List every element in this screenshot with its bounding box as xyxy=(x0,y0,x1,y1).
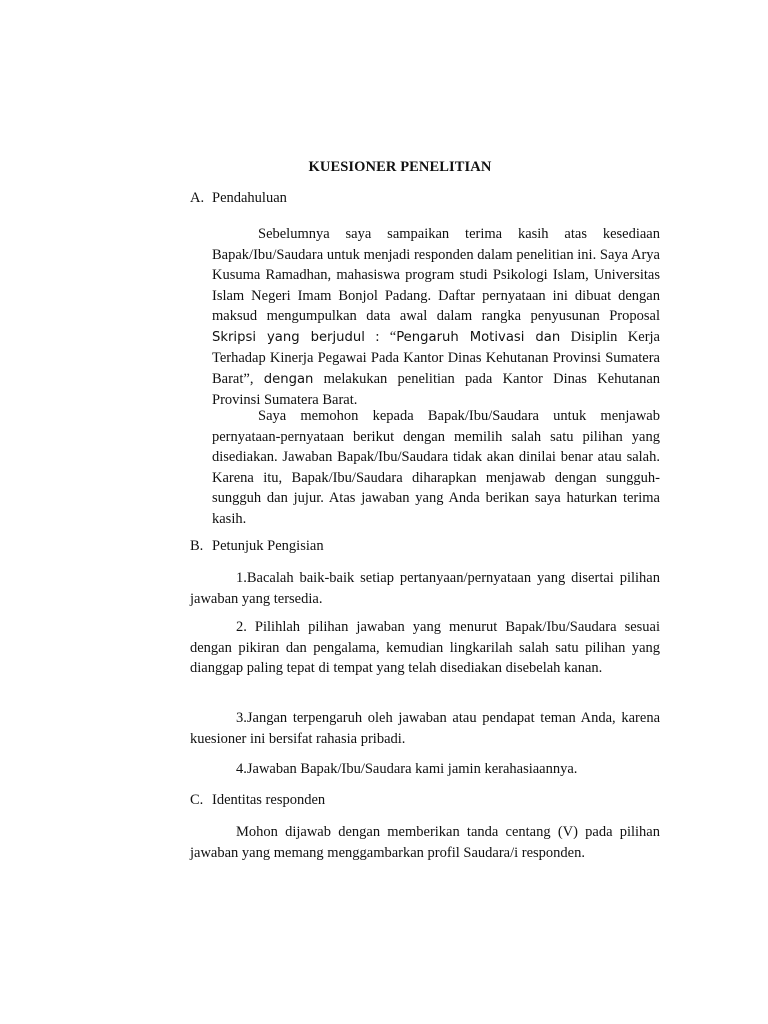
instruction-item-1: 1.Bacalah baik-baik setiap pertanyaan/pernyataan yang disertai pilihan jawaban yang tersedia. xyxy=(190,570,660,607)
section-c-paragraph: Mohon dijawab dengan memberikan tanda centang (V) pada pilihan jawaban yang memang menggambarkan profil Saudara/i responden. xyxy=(190,824,660,861)
section-a-heading xyxy=(190,190,287,207)
instruction-item-2: 2. Pilihlah pilihan jawaban yang menurut Bapak/Ibu/Saudara sesuai dengan pikiran dan pengalama, kemudian lingkarilah salah satu pilihan yang dianggap paling tepat di tempat yang telah disediakan disebelah kanan. xyxy=(190,619,660,676)
instruction-item-4: 4.Jawaban Bapak/Ibu/Saudara kami jamin kerahasiaannya. xyxy=(236,761,578,777)
section-a-paragraph-2: Saya memohon kepada Bapak/Ibu/Saudara untuk menjawab pernyataan-pernyataan berikut dengan memilih salah satu pilihan yang disediakan. Jawaban Bapak/Ibu/Saudara tidak akan dinilai benar atau salah. Karena itu, Bapak/Ibu/Saudara diharapkan menjawab dengan sungguh-sungguh dan jujur. Atas jawaban yang Anda berikan saya haturkan terima kasih. xyxy=(212,408,660,527)
section-b-label: B. xyxy=(190,538,204,554)
document-title: KUESIONER PENELITIAN xyxy=(308,159,492,175)
section-c-heading xyxy=(190,792,325,809)
section-c-label: C. xyxy=(190,792,204,808)
instruction-item-3: 3.Jangan terpengaruh oleh jawaban atau pendapat teman Anda, karena kuesioner ini bersifat rahasia pribadi. xyxy=(190,710,660,747)
section-b-title: Petunjuk Pengisian xyxy=(212,538,324,554)
section-a-label: A. xyxy=(190,190,205,206)
section-a-title: Pendahuluan xyxy=(212,190,287,206)
section-b-heading xyxy=(190,538,324,555)
section-c-title: Identitas responden xyxy=(212,792,326,808)
section-a-paragraph-1: Sebelumnya saya sampaikan terima kasih atas kesediaan Bapak/Ibu/Saudara untuk menjadi responden dalam penelitian ini. Saya Arya Kusuma Ramadhan, mahasiswa program studi Psikologi Islam, Universitas Islam Negeri Imam Bonjol Padang. Daftar pernyataan ini dibuat dengan maksud mengumpulkan data awal dalam rangka penyusunan Proposal Skripsi yang berjudul : “Pengaruh Motivasi dan Disiplin Kerja Terhadap Kinerja Pegawai Pada Kantor Dinas Kehutanan Provinsi Sumatera Barat”, dengan melakukan penelitian pada Kantor Dinas Kehutanan Provinsi Sumatera Barat. xyxy=(212,226,661,408)
